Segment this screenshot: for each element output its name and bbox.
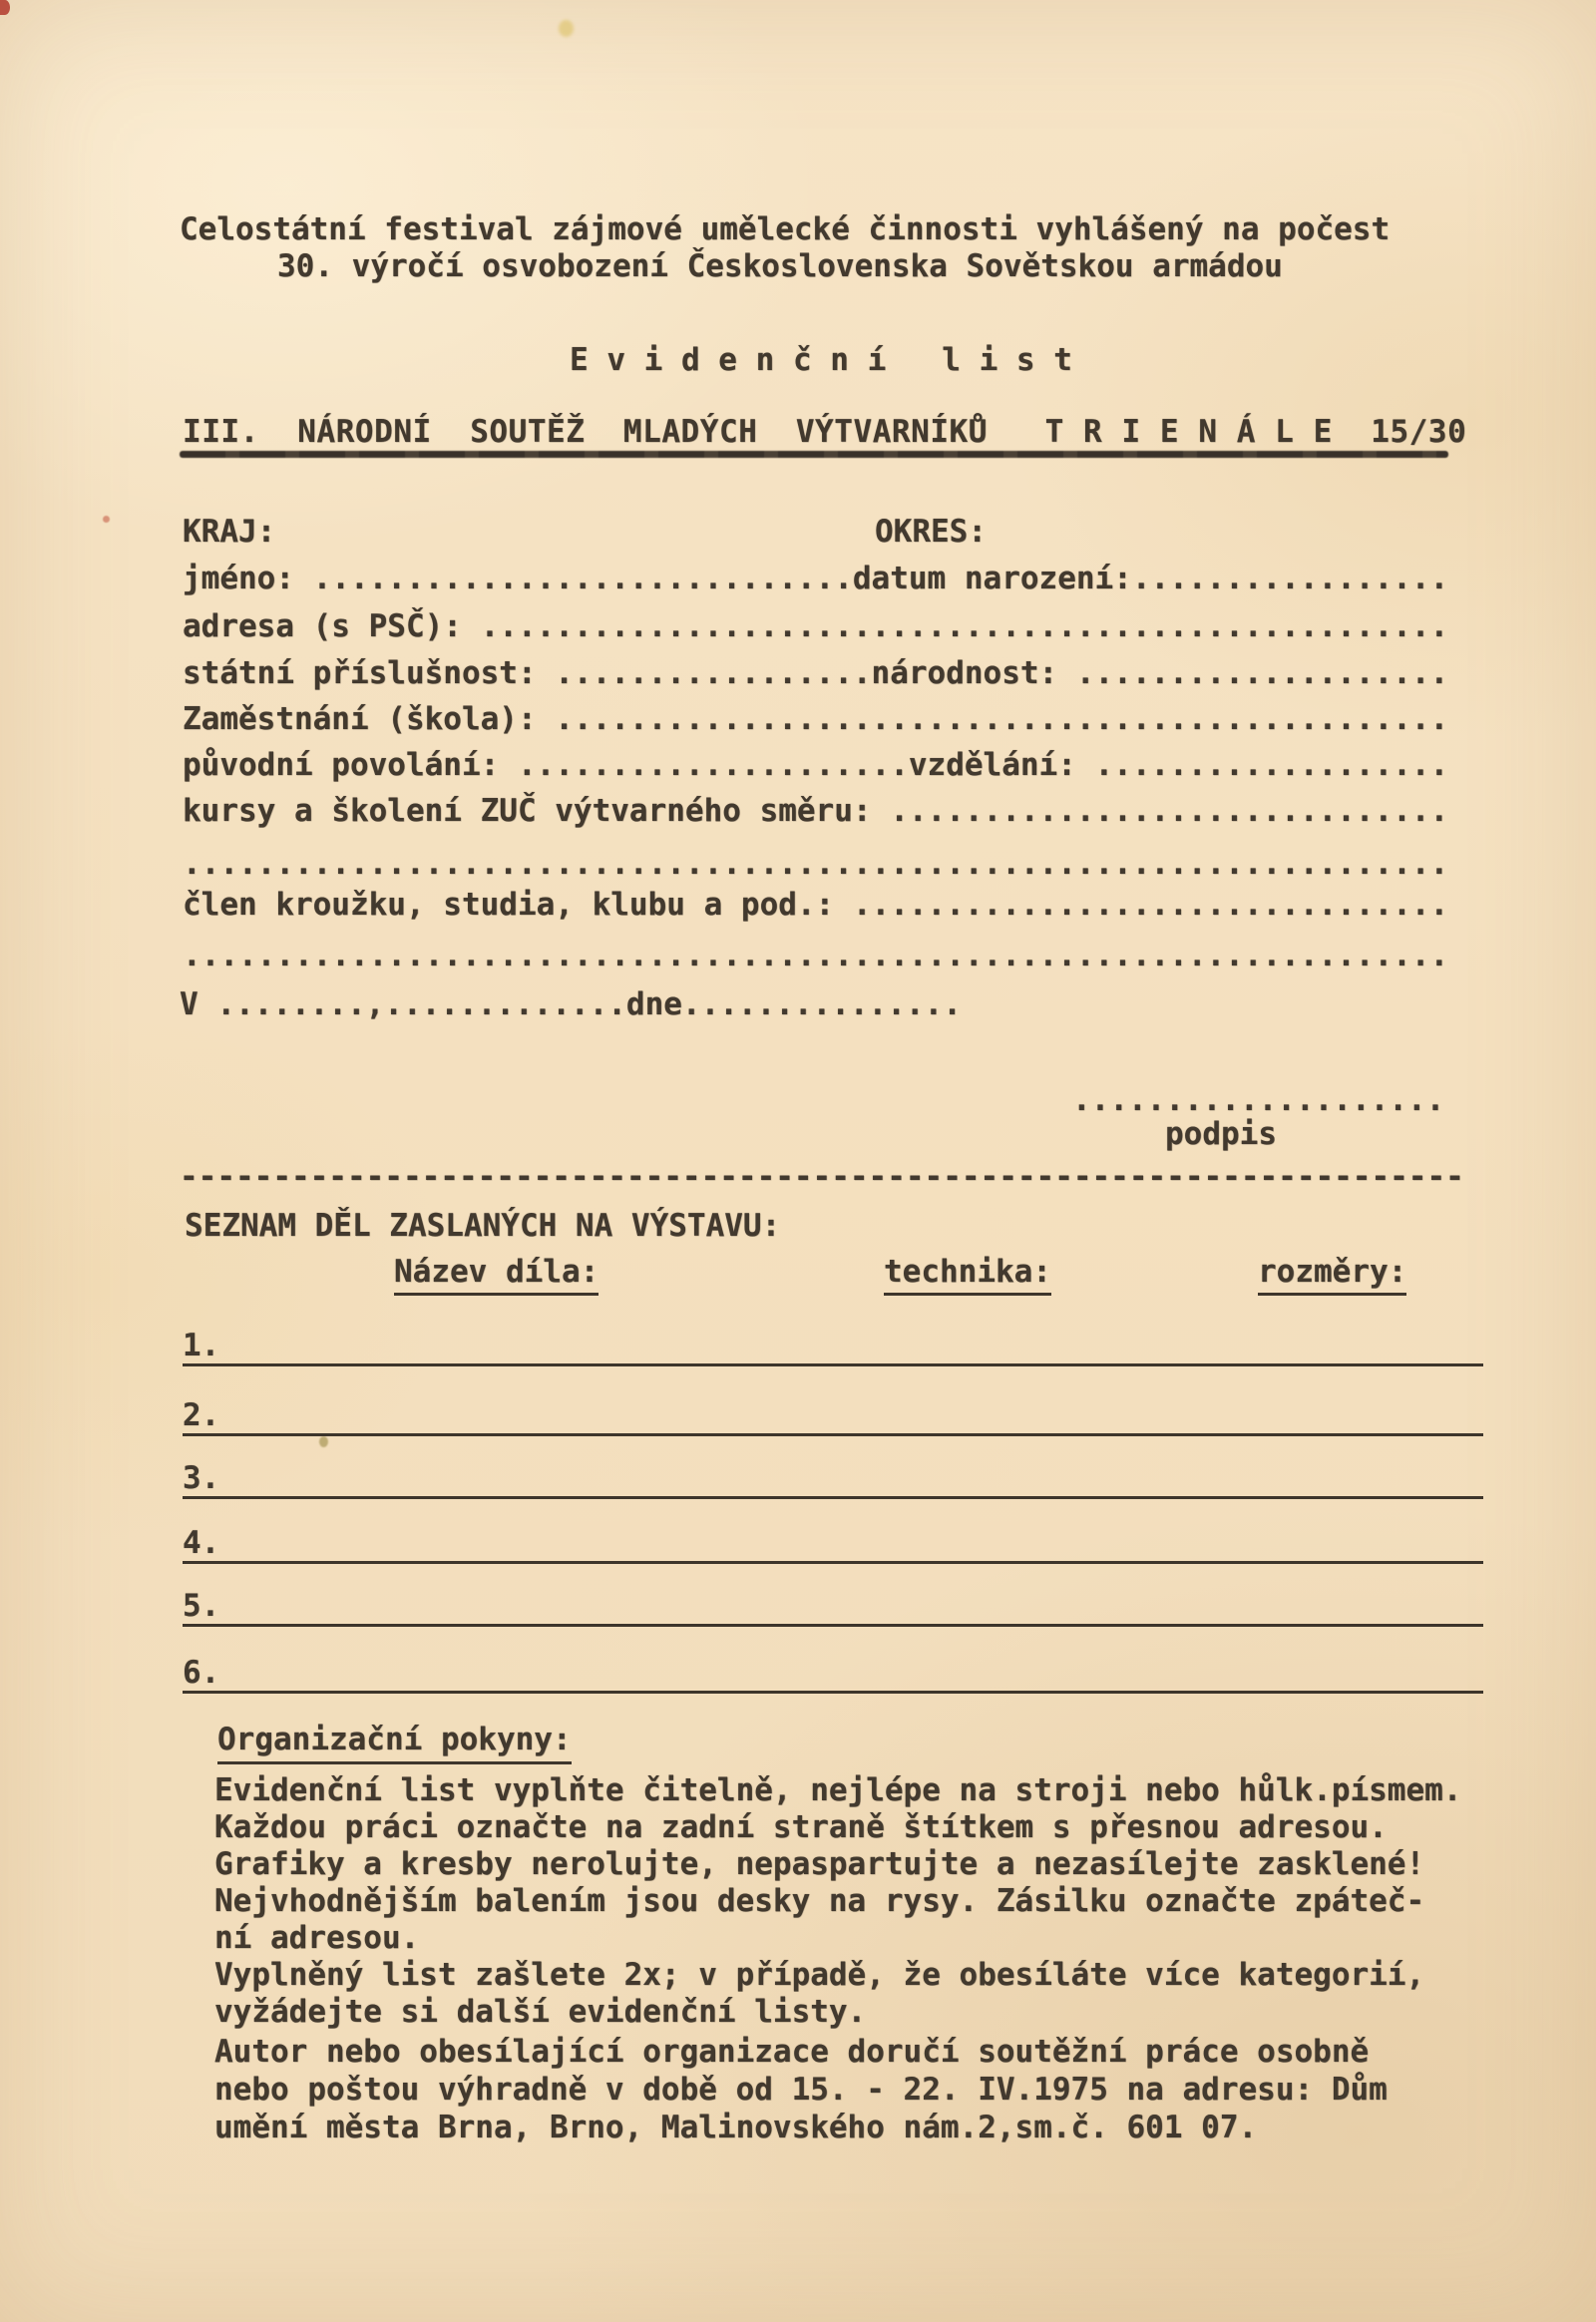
instruction-line: vyžádejte si další evidenční listy. bbox=[214, 1994, 867, 2030]
works-list-heading: SEZNAM DĚL ZASLANÝCH NA VÝSTAVU: bbox=[185, 1208, 781, 1244]
column-header-dimensions: rozměry: bbox=[1258, 1255, 1406, 1296]
instruction-line: Vyplněný list zašlete 2x; v případě, že obesíláte více kategorií, bbox=[214, 1957, 1425, 1993]
work-row-1 bbox=[183, 1328, 1483, 1366]
work-row-number: 1. bbox=[183, 1328, 220, 1363]
instruction-line: Nejvhodnějším balením jsou desky na rysy. Zásilku označte zpáteč- bbox=[214, 1883, 1425, 1919]
work-row-number: 4. bbox=[183, 1525, 220, 1561]
field-line-citizenship-nationality: státní příslušnost: .................národnost: .................... bbox=[183, 655, 1449, 691]
field-line-occupation-education: původní povolání: .....................vzdělání: ................... bbox=[183, 747, 1449, 783]
instruction-line: Každou práci označte na zadní straně štítkem s přesnou adresou. bbox=[214, 1809, 1388, 1845]
instruction-line: Grafiky a kresby nerolujte, nepaspartujte a nezasílejte zasklené! bbox=[214, 1846, 1425, 1882]
column-header-technique: technika: bbox=[884, 1255, 1051, 1296]
field-dotted-continuation-line: .................................................................... bbox=[183, 938, 1449, 973]
festival-header-line-1: Celostátní festival zájmové umělecké činnosti vyhlášený na počest bbox=[180, 211, 1391, 247]
field-line-place-date: V ........,.............dne............... bbox=[180, 986, 962, 1022]
instruction-line: umění města Brna, Brno, Malinovského nám.2,sm.č. 601 07. bbox=[214, 2110, 1258, 2145]
column-header-title: Název díla: bbox=[394, 1255, 598, 1296]
work-row-4 bbox=[183, 1525, 1483, 1564]
field-line-name-birthdate: jméno: .............................datum narození:................. bbox=[183, 561, 1449, 596]
paper-speck bbox=[103, 516, 110, 523]
field-line-courses: kursy a školení ZUČ výtvarného směru: .............................. bbox=[183, 793, 1449, 829]
instruction-line: ní adresou. bbox=[214, 1920, 420, 1956]
instruction-line: Autor nebo obesílající organizace doručí soutěžní práce osobně bbox=[214, 2034, 1370, 2070]
paper-speck bbox=[319, 1436, 328, 1447]
title-underline-rule bbox=[180, 451, 1448, 458]
signature-label: podpis bbox=[1165, 1116, 1277, 1152]
okres-label: OKRES: bbox=[875, 514, 987, 550]
work-row-2 bbox=[183, 1397, 1483, 1436]
work-row-number: 2. bbox=[183, 1397, 220, 1433]
field-line-membership: člen kroužku, studia, klubu a pod.: ................................ bbox=[183, 887, 1449, 923]
instructions-heading: Organizační pokyny: bbox=[217, 1723, 572, 1764]
kraj-label: KRAJ: bbox=[183, 514, 276, 550]
paper-speck bbox=[0, 0, 10, 15]
work-row-number: 3. bbox=[183, 1460, 220, 1496]
field-line-address: adresa (s PSČ): .................................................... bbox=[183, 608, 1449, 644]
work-row-6 bbox=[183, 1655, 1483, 1694]
paper-speck bbox=[559, 20, 574, 37]
work-row-number: 6. bbox=[183, 1655, 220, 1691]
field-dotted-continuation-line: .................................................................... bbox=[183, 846, 1449, 882]
work-row-5 bbox=[183, 1588, 1483, 1627]
work-row-number: 5. bbox=[183, 1588, 220, 1624]
section-divider-dashes: --------------------------------------------------------------------- bbox=[180, 1159, 1464, 1195]
instruction-line: Evidenční list vyplňte čitelně, nejlépe na stroji nebo hůlk.písmem. bbox=[214, 1772, 1462, 1808]
competition-title: III. NÁRODNÍ SOUTĚŽ MLADÝCH VÝTVARNÍKŮ T R I E N Á L E 15/30 bbox=[183, 414, 1467, 450]
signature-dotted-line: .................... bbox=[1072, 1082, 1445, 1118]
document-title: E v i d e n č n í l i s t bbox=[570, 342, 1072, 378]
work-row-3 bbox=[183, 1460, 1483, 1499]
instruction-line: nebo poštou výhradně v době od 15. - 22. IV.1975 na adresu: Dům bbox=[214, 2072, 1388, 2108]
festival-header-line-2: 30. výročí osvobození Československa Sovětskou armádou bbox=[277, 248, 1283, 284]
field-line-employment: Zaměstnání (škola): ................................................ bbox=[183, 701, 1449, 737]
